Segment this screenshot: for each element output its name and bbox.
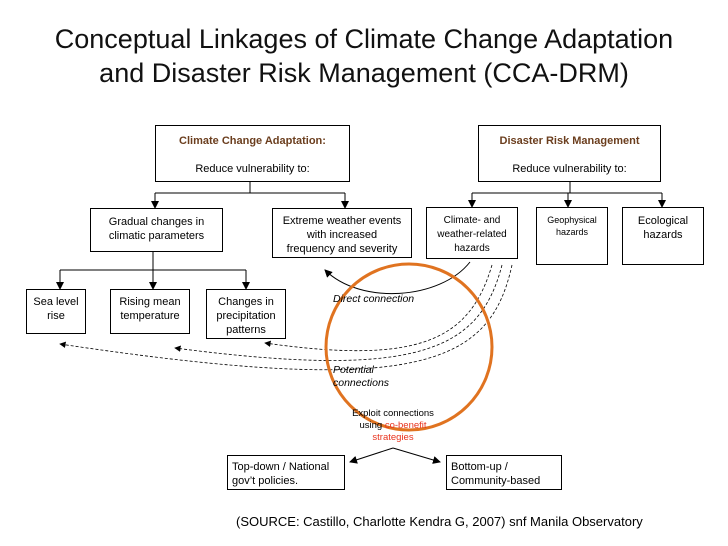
title-line-1: Conceptual Linkages of Climate Change Adaptation <box>54 24 674 54</box>
exploit-connections-label <box>338 408 448 444</box>
exploit-line-1: Exploit connections <box>352 408 434 419</box>
co-benefit-text: co-benefit <box>384 420 427 431</box>
sea-line-1: Sea level <box>33 296 79 308</box>
title-line-2: and Disaster Risk Management (CCA-DRM) <box>99 58 629 88</box>
sea-line-2: rise <box>47 310 65 322</box>
ecological-line-1: Ecological <box>637 215 689 227</box>
cca-box <box>155 125 350 182</box>
precip-line-1: Changes in <box>218 296 274 308</box>
cca-heading: Climate Change Adaptation: <box>179 135 326 147</box>
topdown-line-2: gov’t policies. <box>232 475 299 487</box>
gradual-line-1: Gradual changes in <box>108 216 205 228</box>
direct-connection-label: Direct connection <box>333 293 415 305</box>
climate-hazards-box <box>426 207 518 259</box>
precip-line-2: precipitation <box>216 310 276 322</box>
geophysical-line-1: Geophysical <box>547 215 597 225</box>
strategies-text: strategies <box>372 432 414 443</box>
potential-line-2: connections <box>333 377 390 389</box>
extreme-line-1: Extreme weather events <box>282 215 402 227</box>
bottomup-line-1: Bottom-up / <box>451 461 508 473</box>
sea-level-box <box>26 289 86 334</box>
topdown-line-1: Top-down / National <box>232 461 330 473</box>
extreme-line-3: frequency and severity <box>286 243 398 255</box>
exploit-using: using <box>359 420 385 431</box>
source-citation: (SOURCE: Castillo, Charlotte Kendra G, 2007) snf Manila Observatory <box>236 514 643 529</box>
climate-hazards-line-2: weather-related <box>437 229 507 240</box>
linkage-circle <box>326 264 492 430</box>
ecological-line-2: hazards <box>643 229 683 241</box>
geophysical-line-2: hazards <box>555 227 589 237</box>
climate-hazards-line-1: Climate- and <box>443 215 501 226</box>
potential-line-1: Potential <box>333 364 374 376</box>
temp-line-2: temperature <box>120 310 180 322</box>
climate-hazards-line-3: hazards <box>454 243 490 254</box>
precip-line-3: patterns <box>226 324 266 336</box>
drm-subtitle: Reduce vulnerability to: <box>512 163 627 175</box>
geophysical-hazards-box <box>536 207 608 265</box>
precipitation-box <box>206 289 286 339</box>
gradual-changes-box <box>90 208 223 252</box>
extreme-events-box <box>272 208 412 258</box>
gradual-line-2: climatic parameters <box>108 230 205 242</box>
bottomup-line-2: Community-based <box>451 475 541 487</box>
exploit-line-2 <box>338 420 448 432</box>
drm-heading: Disaster Risk Management <box>499 135 640 147</box>
rising-temperature-box <box>110 289 190 334</box>
bottom-up-box <box>446 455 562 490</box>
cca-subtitle: Reduce vulnerability to: <box>195 163 310 175</box>
drm-box <box>478 125 661 182</box>
ecological-hazards-box <box>622 207 704 265</box>
temp-line-1: Rising mean <box>119 296 181 308</box>
extreme-line-2: with increased <box>306 229 378 241</box>
top-down-box <box>227 455 345 490</box>
potential-connections-label <box>333 364 389 390</box>
